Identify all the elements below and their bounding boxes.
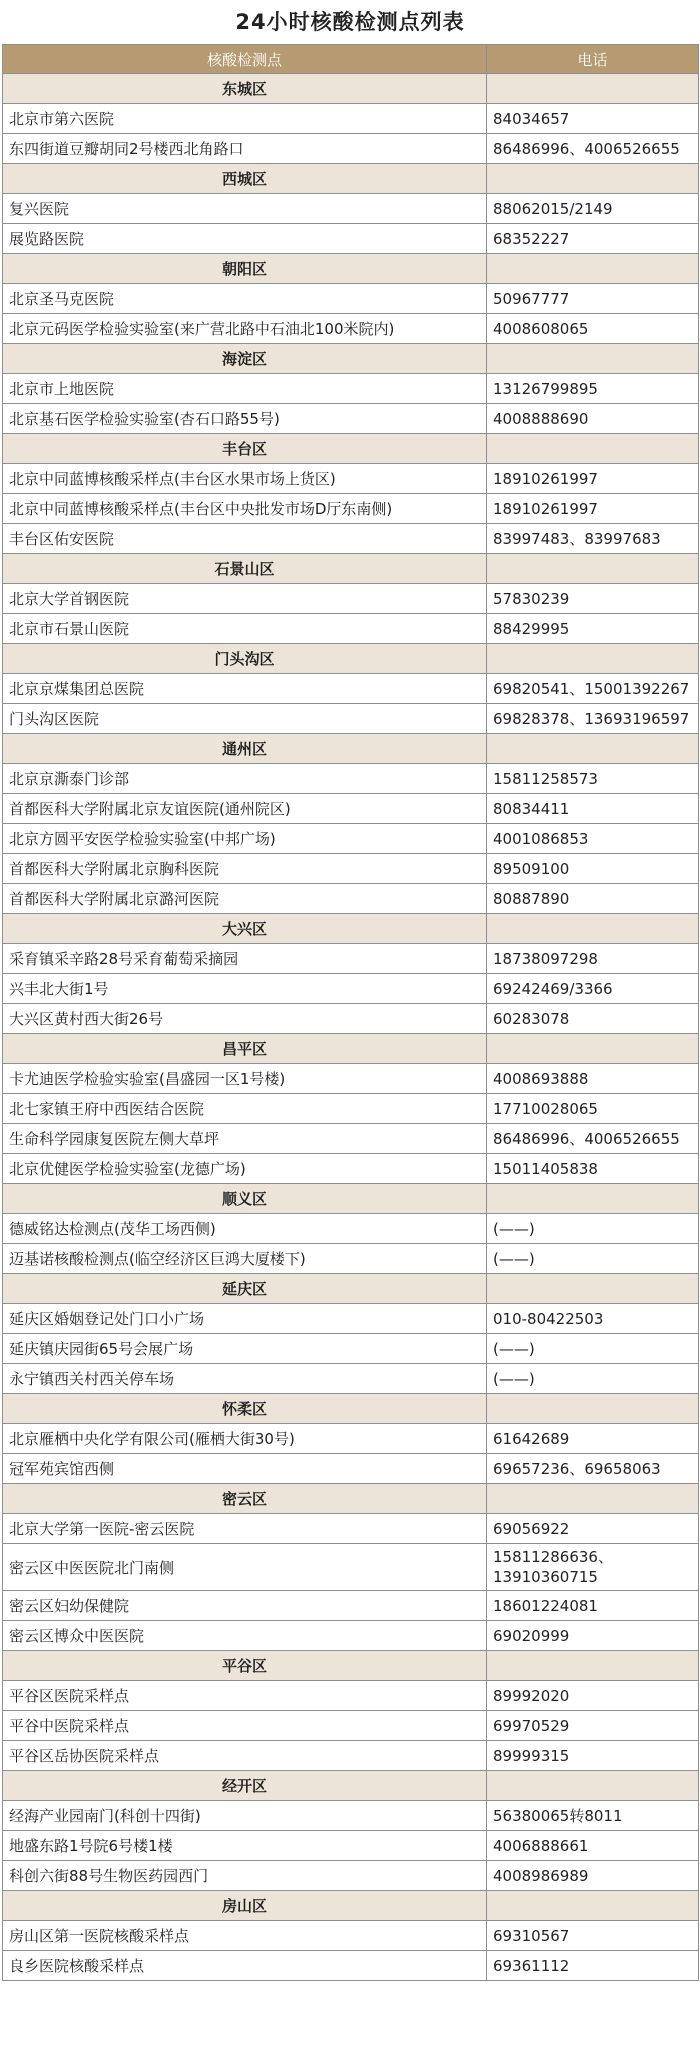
district-empty-cell (487, 1484, 699, 1514)
site-name: 兴丰北大街1号 (3, 974, 487, 1004)
site-name: 北京京澌泰门诊部 (3, 764, 487, 794)
district-row (3, 1771, 699, 1801)
site-phone: 69056922 (487, 1514, 699, 1544)
site-phone: 56380065转8011 (487, 1801, 699, 1831)
table-row (3, 584, 699, 614)
site-name: 平谷区医院采样点 (3, 1681, 487, 1711)
district-name: 东城区 (3, 74, 487, 104)
district-empty-cell (487, 1651, 699, 1681)
district-row (3, 1484, 699, 1514)
site-name: 密云区中医医院北门南侧 (3, 1544, 487, 1591)
district-name: 延庆区 (3, 1274, 487, 1304)
site-name: 经海产业园南门(科创十四街) (3, 1801, 487, 1831)
site-name: 房山区第一医院核酸采样点 (3, 1921, 487, 1951)
district-name: 石景山区 (3, 554, 487, 584)
table-row (3, 404, 699, 434)
table-row (3, 1334, 699, 1364)
site-phone: 18601224081 (487, 1591, 699, 1621)
site-phone: 15811258573 (487, 764, 699, 794)
district-row (3, 1394, 699, 1424)
site-name: 北京元码医学检验实验室(来广营北路中石油北100米院内) (3, 314, 487, 344)
table-row (3, 1214, 699, 1244)
site-name: 首都医科大学附属北京胸科医院 (3, 854, 487, 884)
district-name: 丰台区 (3, 434, 487, 464)
table-row (3, 1514, 699, 1544)
district-name: 经开区 (3, 1771, 487, 1801)
table-row (3, 314, 699, 344)
table-row (3, 1801, 699, 1831)
district-empty-cell (487, 734, 699, 764)
table-row (3, 284, 699, 314)
table-row (3, 1424, 699, 1454)
district-name: 海淀区 (3, 344, 487, 374)
site-name: 永宁镇西关村西关停车场 (3, 1364, 487, 1394)
site-name: 北京市石景山医院 (3, 614, 487, 644)
site-phone: 4001086853 (487, 824, 699, 854)
site-name: 展览路医院 (3, 224, 487, 254)
district-row (3, 554, 699, 584)
table-row (3, 494, 699, 524)
site-phone: 69310567 (487, 1921, 699, 1951)
table-row (3, 1454, 699, 1484)
site-phone: 15811286636、 13910360715 (487, 1544, 699, 1591)
site-phone: 4008986989 (487, 1861, 699, 1891)
district-empty-cell (487, 164, 699, 194)
district-name: 昌平区 (3, 1034, 487, 1064)
table-row (3, 1244, 699, 1274)
table-row (3, 374, 699, 404)
site-name: 卡尤迪医学检验实验室(昌盛园一区1号楼) (3, 1064, 487, 1094)
testing-sites-table (2, 44, 699, 1981)
site-name: 北京方圆平安医学检验实验室(中邦广场) (3, 824, 487, 854)
district-row (3, 734, 699, 764)
site-name: 北京大学首钢医院 (3, 584, 487, 614)
district-empty-cell (487, 344, 699, 374)
district-empty-cell (487, 1034, 699, 1064)
table-row (3, 1741, 699, 1771)
district-name: 怀柔区 (3, 1394, 487, 1424)
table-row (3, 464, 699, 494)
table-row (3, 1094, 699, 1124)
district-row (3, 1891, 699, 1921)
district-row (3, 344, 699, 374)
table-row (3, 1124, 699, 1154)
site-name: 延庆区婚姻登记处门口小广场 (3, 1304, 487, 1334)
site-phone: 83997483、83997683 (487, 524, 699, 554)
site-phone: 88429995 (487, 614, 699, 644)
district-empty-cell (487, 914, 699, 944)
column-header-site: 核酸检测点 (3, 45, 487, 74)
table-row (3, 824, 699, 854)
site-name: 地盛东路1号院6号楼1楼 (3, 1831, 487, 1861)
site-phone: 69828378、13693196597 (487, 704, 699, 734)
district-empty-cell (487, 1891, 699, 1921)
site-phone: 4006888661 (487, 1831, 699, 1861)
site-phone: 4008608065 (487, 314, 699, 344)
table-body (3, 74, 699, 1981)
district-empty-cell (487, 644, 699, 674)
table-row (3, 944, 699, 974)
district-row (3, 1274, 699, 1304)
site-name: 延庆镇庆园街65号会展广场 (3, 1334, 487, 1364)
district-row (3, 1184, 699, 1214)
district-name: 门头沟区 (3, 644, 487, 674)
district-name: 密云区 (3, 1484, 487, 1514)
table-row (3, 854, 699, 884)
site-phone: 68352227 (487, 224, 699, 254)
site-name: 平谷区岳协医院采样点 (3, 1741, 487, 1771)
district-name: 西城区 (3, 164, 487, 194)
site-name: 北京优健医学检验实验室(龙德广场) (3, 1154, 487, 1184)
site-phone: 84034657 (487, 104, 699, 134)
table-row (3, 1591, 699, 1621)
district-empty-cell (487, 434, 699, 464)
district-empty-cell (487, 1274, 699, 1304)
table-row (3, 884, 699, 914)
table-row (3, 104, 699, 134)
site-phone: 69242469/3366 (487, 974, 699, 1004)
district-name: 通州区 (3, 734, 487, 764)
site-phone: 89999315 (487, 1741, 699, 1771)
table-row (3, 1154, 699, 1184)
site-phone: 4008888690 (487, 404, 699, 434)
table-header-row (3, 45, 699, 74)
site-phone: 60283078 (487, 1004, 699, 1034)
table-row (3, 1711, 699, 1741)
table-row (3, 764, 699, 794)
site-phone: 86486996、4006526655 (487, 1124, 699, 1154)
table-row (3, 674, 699, 704)
site-name: 首都医科大学附属北京潞河医院 (3, 884, 487, 914)
district-empty-cell (487, 74, 699, 104)
site-phone: 18738097298 (487, 944, 699, 974)
site-name: 迈基诺核酸检测点(临空经济区巨鸿大厦楼下) (3, 1244, 487, 1274)
district-empty-cell (487, 1394, 699, 1424)
site-name: 生命科学园康复医院左侧大草坪 (3, 1124, 487, 1154)
table-row (3, 1304, 699, 1334)
table-row (3, 1681, 699, 1711)
site-name: 北七家镇王府中西医结合医院 (3, 1094, 487, 1124)
site-phone: 18910261997 (487, 494, 699, 524)
table-row (3, 224, 699, 254)
site-phone: 17710028065 (487, 1094, 699, 1124)
district-row (3, 914, 699, 944)
site-name: 北京中同蓝博核酸采样点(丰台区中央批发市场D厅东南侧) (3, 494, 487, 524)
district-row (3, 1034, 699, 1064)
table-row (3, 1004, 699, 1034)
table-row (3, 1621, 699, 1651)
site-phone: 69020999 (487, 1621, 699, 1651)
column-header-phone: 电话 (487, 45, 699, 74)
site-name: 北京中同蓝博核酸采样点(丰台区水果市场上货区) (3, 464, 487, 494)
table-row (3, 614, 699, 644)
district-empty-cell (487, 554, 699, 584)
district-empty-cell (487, 1771, 699, 1801)
site-phone: 50967777 (487, 284, 699, 314)
table-row (3, 1831, 699, 1861)
site-name: 良乡医院核酸采样点 (3, 1951, 487, 1981)
site-name: 科创六街88号生物医药园西门 (3, 1861, 487, 1891)
district-row (3, 254, 699, 284)
site-name: 北京京煤集团总医院 (3, 674, 487, 704)
site-phone: 89509100 (487, 854, 699, 884)
table-row (3, 794, 699, 824)
site-name: 首都医科大学附属北京友谊医院(通州院区) (3, 794, 487, 824)
site-phone: 69820541、15001392267 (487, 674, 699, 704)
table-row (3, 704, 699, 734)
table-row (3, 974, 699, 1004)
table-row (3, 1861, 699, 1891)
site-name: 大兴区黄村西大街26号 (3, 1004, 487, 1034)
site-name: 冠军苑宾馆西侧 (3, 1454, 487, 1484)
site-name: 门头沟区医院 (3, 704, 487, 734)
table-row (3, 1064, 699, 1094)
district-name: 平谷区 (3, 1651, 487, 1681)
site-phone: (——) (487, 1214, 699, 1244)
site-name: 丰台区佑安医院 (3, 524, 487, 554)
site-phone: 18910261997 (487, 464, 699, 494)
table-row (3, 1951, 699, 1981)
site-name: 复兴医院 (3, 194, 487, 224)
district-name: 大兴区 (3, 914, 487, 944)
site-phone: 61642689 (487, 1424, 699, 1454)
site-phone: (——) (487, 1244, 699, 1274)
table-row (3, 1921, 699, 1951)
site-name: 密云区妇幼保健院 (3, 1591, 487, 1621)
site-name: 北京雁栖中央化学有限公司(雁栖大街30号) (3, 1424, 487, 1454)
site-phone: 13126799895 (487, 374, 699, 404)
site-phone: 010-80422503 (487, 1304, 699, 1334)
district-row (3, 164, 699, 194)
site-phone: 4008693888 (487, 1064, 699, 1094)
table-row (3, 524, 699, 554)
site-name: 北京市第六医院 (3, 104, 487, 134)
table-row (3, 134, 699, 164)
district-row (3, 74, 699, 104)
site-name: 北京基石医学检验实验室(杏石口路55号) (3, 404, 487, 434)
table-row (3, 1364, 699, 1394)
site-phone: 69657236、69658063 (487, 1454, 699, 1484)
district-empty-cell (487, 1184, 699, 1214)
site-name: 北京市上地医院 (3, 374, 487, 404)
site-phone: 69970529 (487, 1711, 699, 1741)
table-row (3, 194, 699, 224)
district-name: 房山区 (3, 1891, 487, 1921)
page-title: 24小时核酸检测点列表 (235, 10, 465, 34)
district-row (3, 644, 699, 674)
site-phone: 80887890 (487, 884, 699, 914)
site-phone: 89992020 (487, 1681, 699, 1711)
site-name: 采育镇采辛路28号采育葡萄采摘园 (3, 944, 487, 974)
site-phone: 88062015/2149 (487, 194, 699, 224)
district-row (3, 1651, 699, 1681)
site-name: 德威铭达检测点(茂华工场西侧) (3, 1214, 487, 1244)
site-name: 东四街道豆瓣胡同2号楼西北角路口 (3, 134, 487, 164)
site-name: 密云区博众中医医院 (3, 1621, 487, 1651)
site-phone: 80834411 (487, 794, 699, 824)
site-name: 北京圣马克医院 (3, 284, 487, 314)
site-phone: (——) (487, 1334, 699, 1364)
site-phone: 15011405838 (487, 1154, 699, 1184)
site-phone: 86486996、4006526655 (487, 134, 699, 164)
district-empty-cell (487, 254, 699, 284)
site-phone: (——) (487, 1364, 699, 1394)
district-row (3, 434, 699, 464)
site-name: 平谷中医院采样点 (3, 1711, 487, 1741)
site-phone: 69361112 (487, 1951, 699, 1981)
site-name: 北京大学第一医院-密云医院 (3, 1514, 487, 1544)
table-row (3, 1544, 699, 1591)
district-name: 朝阳区 (3, 254, 487, 284)
district-name: 顺义区 (3, 1184, 487, 1214)
site-phone: 57830239 (487, 584, 699, 614)
